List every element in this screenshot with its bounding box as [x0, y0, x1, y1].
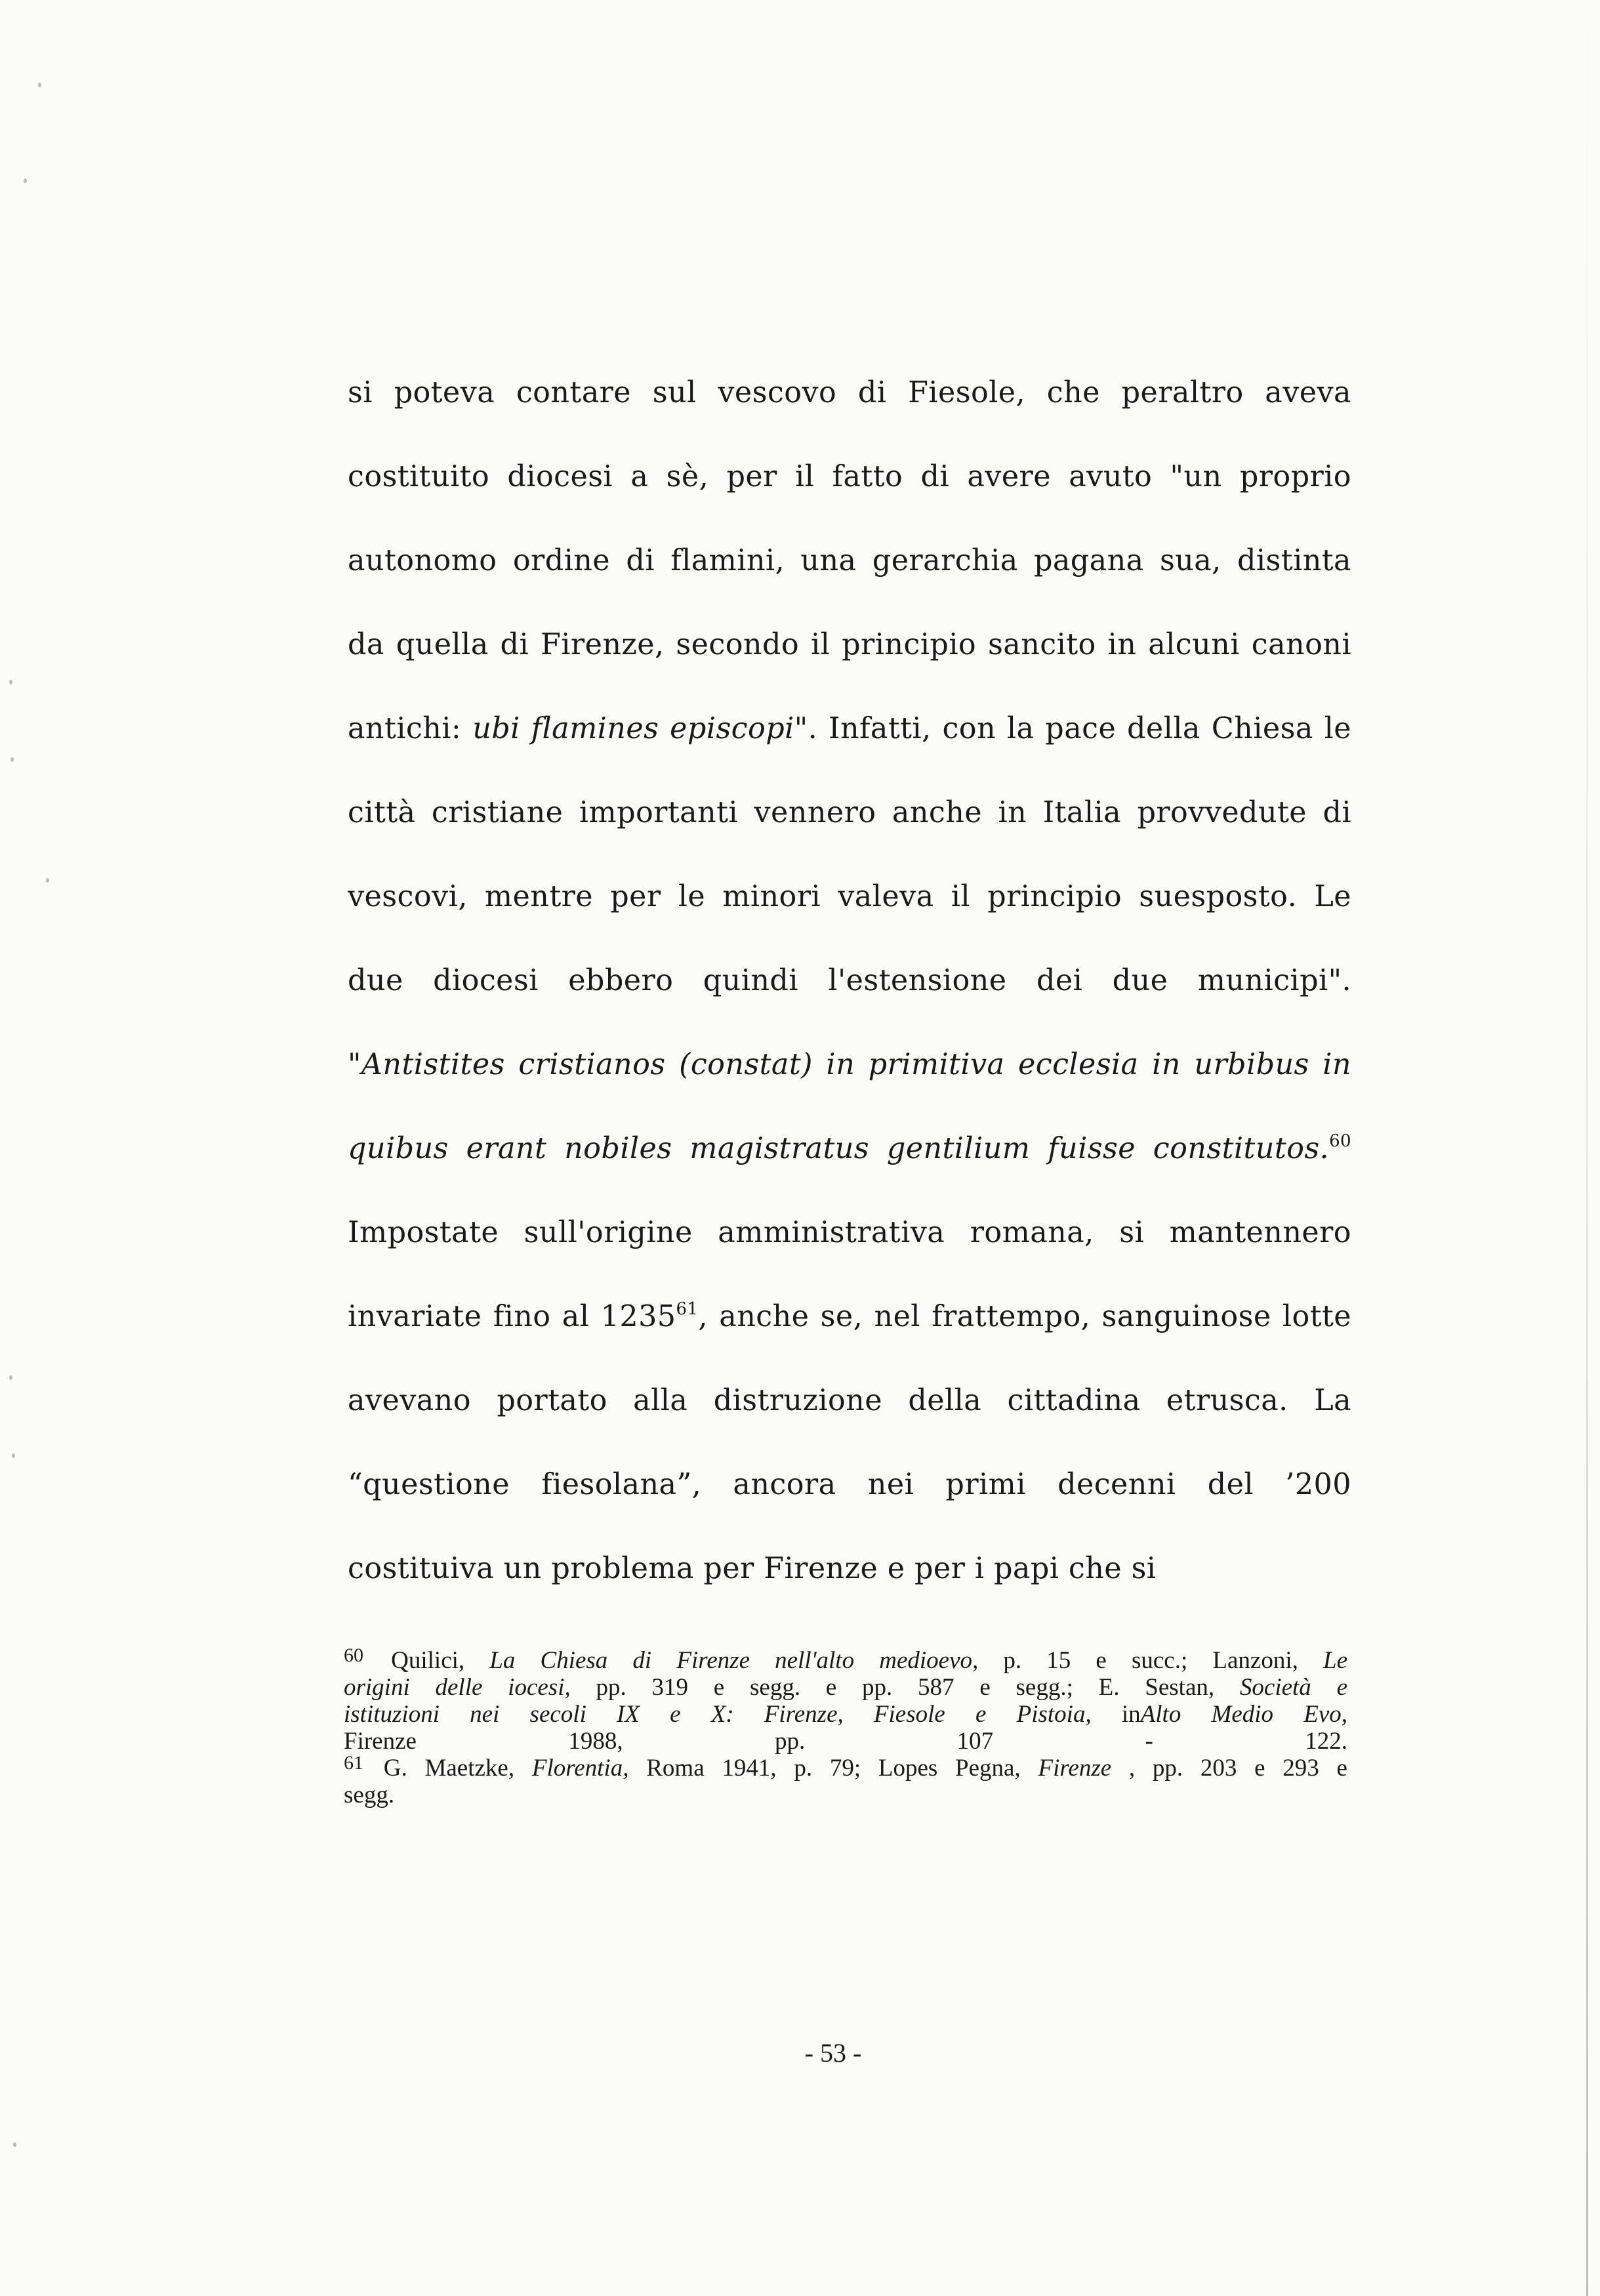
- text-segment: si poteva contare sul vescovo di Fiesole, che peraltro aveva: [348, 376, 1351, 409]
- body-text: [348, 364, 1351, 1624]
- scan-speck: [9, 1375, 12, 1380]
- text-line: [348, 448, 1351, 532]
- text-segment: ubi flamines episcopi: [472, 712, 794, 745]
- text-line: [348, 1372, 1351, 1456]
- text-segment: avevano portato alla distruzione della cittadina etrusca. La: [348, 1384, 1351, 1417]
- footnote-line: [344, 1782, 1347, 1808]
- scan-speck: [24, 178, 27, 183]
- text-segment: due diocesi ebbero quindi l'estensione dei due municipi".: [348, 964, 1351, 997]
- text-segment: p. 15 e succ.; Lanzoni,: [978, 1647, 1324, 1674]
- text-segment: invariate fino al 1235: [348, 1300, 676, 1333]
- scan-speck: [46, 878, 49, 883]
- text-segment: Roma 1941, p. 79; Lopes Pegna,: [628, 1755, 1038, 1782]
- text-line: [348, 1120, 1351, 1204]
- text-line: [348, 1456, 1351, 1540]
- footnote-line: [344, 1701, 1347, 1728]
- text-line: [348, 532, 1351, 616]
- scan-speck: [12, 1453, 15, 1458]
- text-segment: Impostate sull'origine amministrativa romana, si mantennero: [348, 1216, 1351, 1249]
- text-segment: Le: [1323, 1647, 1348, 1674]
- text-segment: costituiva un problema per Firenze e per i papi che si: [348, 1552, 1157, 1585]
- text-segment: origini delle iocesi,: [344, 1674, 571, 1701]
- text-line: [348, 1288, 1351, 1372]
- text-line: [348, 1204, 1351, 1288]
- text-line: [348, 952, 1351, 1036]
- text-line: [348, 1540, 1351, 1624]
- footnotes: [344, 1644, 1348, 1808]
- text-segment: città cristiane importanti vennero anche in Italia provvedute di: [348, 796, 1351, 829]
- text-line: [348, 364, 1351, 448]
- footnote-ref: 60: [1329, 1131, 1351, 1152]
- text-segment: Quilici,: [366, 1647, 490, 1674]
- text-segment: Alto Medio Evo,: [1140, 1701, 1347, 1728]
- text-segment: “questione fiesolana”, ancora nei primi decenni del ’200: [348, 1468, 1351, 1501]
- text-segment: , anche se, nel frattempo, sanguinose lotte: [698, 1300, 1352, 1333]
- text-segment: ": [348, 1048, 361, 1081]
- footnote-line: [344, 1644, 1348, 1674]
- text-segment: Firenze 1988, pp. 107 - 122.: [344, 1728, 1347, 1755]
- scan-speck: [10, 757, 14, 762]
- text-line: [348, 1036, 1351, 1120]
- text-segment: ". Infatti, con la pace della Chiesa le: [794, 712, 1351, 745]
- scan-speck: [9, 680, 12, 684]
- text-line: [348, 868, 1351, 952]
- text-line: [348, 784, 1351, 868]
- text-segment: da quella di Firenze, secondo il principio sancito in alcuni canoni: [348, 628, 1351, 661]
- text-segment: Florentia,: [531, 1755, 629, 1782]
- text-segment: , pp. 203 e 293 e: [1111, 1755, 1347, 1782]
- scan-speck: [38, 83, 41, 87]
- text-segment: istituzioni nei secoli IX e X: Firenze, Fiesole e Pistoia,: [344, 1701, 1092, 1728]
- text-segment: segg.: [344, 1782, 395, 1808]
- footnote-number: 61: [344, 1752, 363, 1774]
- text-segment: pp. 319 e segg. e pp. 587 e segg.; E. Sestan,: [570, 1674, 1240, 1701]
- text-segment: La Chiesa di Firenze nell'alto medioevo,: [489, 1647, 979, 1674]
- footnote-number: 60: [344, 1644, 363, 1666]
- text-segment: antichi:: [348, 712, 473, 745]
- footnote-line: [344, 1752, 1347, 1782]
- page-number: - 53 -: [804, 2038, 862, 2068]
- text-segment: vescovi, mentre per le minori valeva il principio suesposto. Le: [348, 880, 1351, 913]
- text-segment: G. Maetzke,: [366, 1755, 532, 1782]
- text-segment: Società e: [1239, 1674, 1348, 1701]
- text-segment: costituito diocesi a sè, per il fatto di avere avuto "un proprio: [348, 460, 1351, 493]
- page-edge-shadow: [1586, 0, 1588, 2296]
- footnote-line: [344, 1728, 1347, 1755]
- text-segment: autonomo ordine di flamini, una gerarchia pagana sua, distinta: [348, 544, 1351, 577]
- scan-speck: [13, 2142, 16, 2147]
- footnote-ref: 61: [676, 1299, 699, 1320]
- text-segment: quibus erant nobiles magistratus gentilium fuisse constitutos.: [348, 1132, 1330, 1165]
- text-segment: Antistites cristianos (constat) in primitiva ecclesia in urbibus in: [361, 1048, 1351, 1081]
- text-line: [348, 616, 1351, 700]
- text-line: [348, 700, 1351, 784]
- text-segment: Firenze: [1038, 1755, 1112, 1782]
- text-segment: in: [1091, 1701, 1141, 1728]
- footnote-line: [344, 1674, 1347, 1701]
